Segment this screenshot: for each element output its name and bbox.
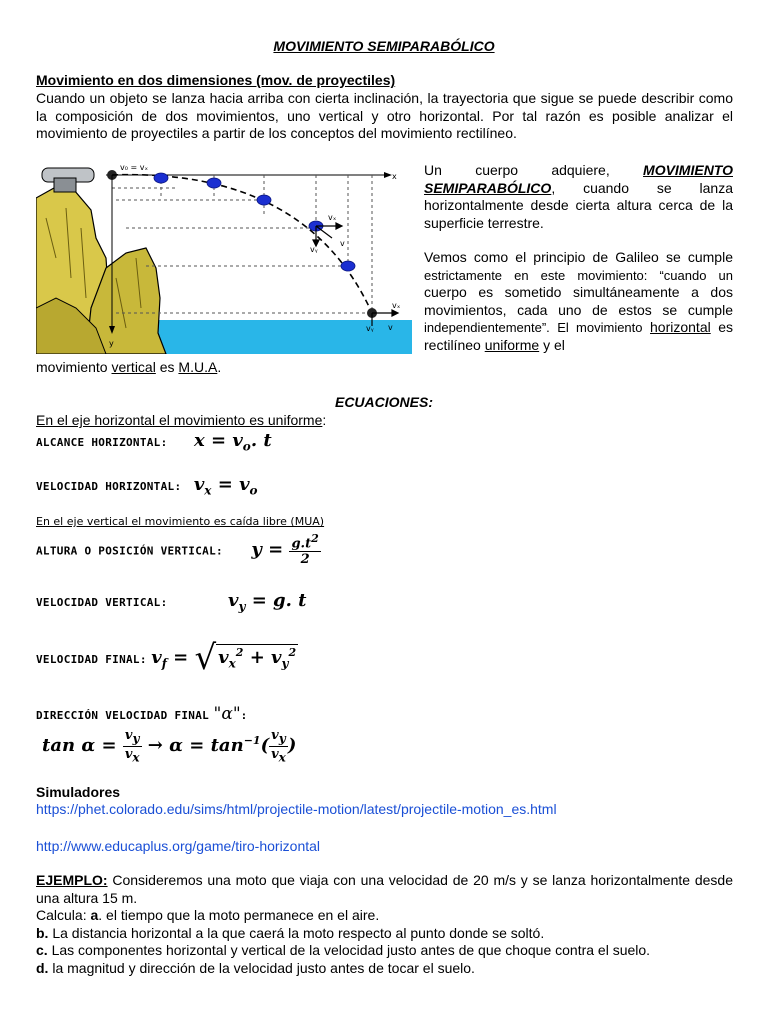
simuladores-heading: Simuladores — [36, 784, 121, 800]
label-vx: vₓ — [328, 213, 337, 222]
phet-link[interactable]: https://phet.colorado.edu/sims/html/projectile-motion/latest/projectile-motion_es.html — [36, 801, 557, 817]
equations-title: ECUACIONES: — [334, 394, 433, 410]
eq-vel-vertical: VELOCIDAD VERTICAL: $v_y = g$. t — [36, 590, 307, 614]
eq-direccion-label: DIRECCIÓN VELOCIDAD FINAL "α": — [36, 704, 248, 724]
eq-alcance: ALCANCE HORIZONTAL: $x = v_o$. t — [36, 430, 272, 454]
ball-1 — [154, 173, 168, 183]
ball-2 — [207, 178, 221, 188]
eq-altura: ALTURA O POSICIÓN VERTICAL: y = $\frac{g.t^2}{2}$ — [36, 532, 319, 568]
eq-vel-horizontal: VELOCIDAD HORIZONTAL: $v_x = v_o$ — [36, 474, 258, 498]
page-title: MOVIMIENTO SEMIPARABÓLICO — [273, 38, 495, 54]
eq-vel-final: VELOCIDAD FINAL: $v_f$ = √ $v_x^2 + v_y^2$ — [36, 638, 297, 678]
label-y: y — [109, 339, 114, 348]
label-vx-2: vₓ — [392, 301, 401, 310]
side-continuation: movimiento vertical es M.U.A. — [36, 359, 222, 375]
label-vy-2: vᵧ — [366, 324, 374, 333]
label-v-2: v — [388, 323, 393, 332]
vertical-axis-line: En el eje vertical el movimiento es caída libre (MUA) — [36, 515, 325, 528]
section-subtitle: Movimiento en dos dimensiones (mov. de proyectiles) — [36, 72, 396, 88]
label-x: x — [392, 172, 397, 181]
side-description: Un cuerpo adquiere, MOVIMIENTO SEMIPARABÓLICO, cuando se lanza horizontalmente desde cierta altura cerca de la superficie terrestre. Vemos como el principio de Galileo se cumple estrictamente en este movimiento: “cuando un cuerpo es sometido simultáneamente a dos movimientos, cada uno de estos se cumple independientemente”. El movimiento horizontal es rectilíneo uniforme y el — [424, 162, 734, 353]
ball-3 — [257, 195, 271, 205]
horizontal-axis-line: En el eje horizontal el movimiento es uniforme: — [36, 412, 327, 428]
label-v: v — [340, 239, 345, 248]
projectile-figure — [36, 158, 412, 354]
educaplus-link[interactable]: http://www.educaplus.org/game/tiro-horizontal — [36, 838, 321, 854]
intro-paragraph: Cuando un objeto se lanza hacia arriba con cierta inclinación, la trayectoria que sigue se puede describir como la composición de dos movimientos, uno vertical y otro horizontal. Por tal razón es posible analizar el movimiento de proyectiles a partir de los conceptos del movimiento rectilíneo. — [36, 90, 733, 141]
label-vy: vᵧ — [310, 245, 318, 254]
eq-direccion: tan α = $\frac{v_y}{v_x}$ → $\alpha = \tan^{-1}$( $\frac{v_y}{v_x}$ ) — [42, 728, 297, 765]
ball-5 — [341, 261, 355, 271]
label-v0: v₀ = vₓ — [120, 163, 149, 172]
example-block: EJEMPLO: Consideremos una moto que viaja con una velocidad de 20 m/s y se lanza horizontalmente desde una altura 15 m. Calcula: a. el tiempo que la moto permanece en el aire. b. La distancia horizontal a la que caerá la moto respecto al punto donde se soltó. c. Las componentes horizontal y vertical de la velocidad justo antes de que choque contra el suelo. d. la magnitud y dirección de la velocidad justo antes de tocar el suelo. — [36, 872, 733, 976]
